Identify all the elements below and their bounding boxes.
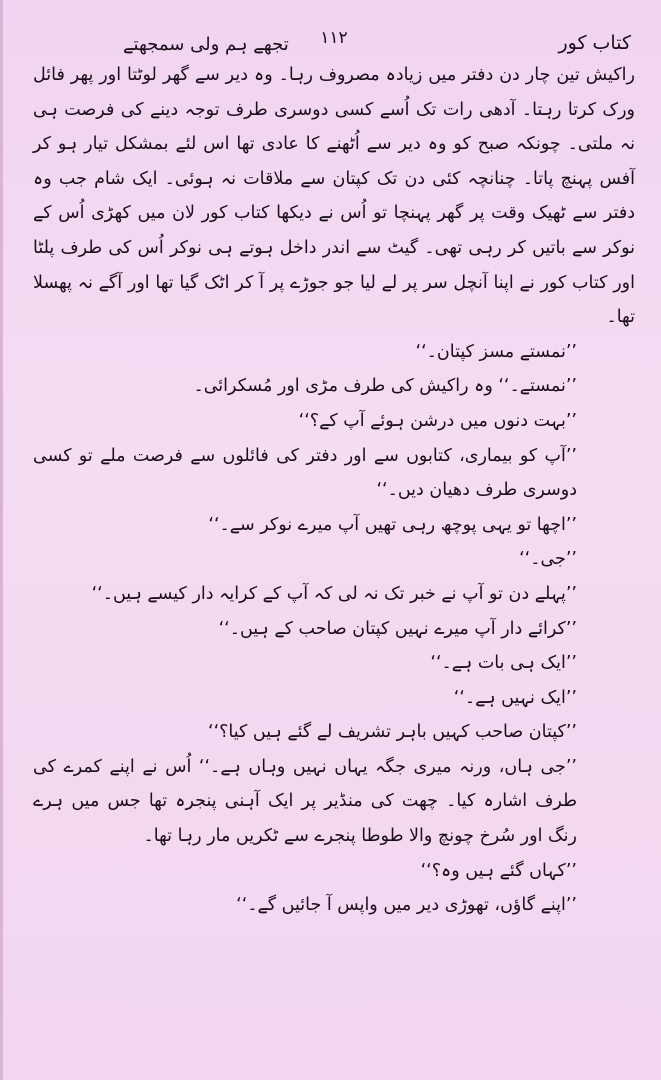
dialogue-line: ’’اچھا تو یہی پوچھ رہی تھیں آپ میرے نوکر سے۔‘‘ (208, 514, 577, 535)
page-number: ۱۱۲ (320, 28, 348, 48)
dialogue-line: ’’بہت دنوں میں درشن ہوئے آپ کے؟‘‘ (298, 410, 577, 431)
running-title: تجھے ہم ولی سمجھتے (123, 34, 289, 55)
dialogue-line: ’’نمستے۔‘‘ وہ راکیش کی طرف مڑی اور مُسکرائی۔ (193, 376, 577, 397)
book-title: کتاب کور (558, 32, 631, 54)
dialogue-line: ’’نمستے مسز کپتان۔‘‘ (415, 341, 577, 362)
page-header (33, 18, 635, 58)
dialogue-line: ’’کرائے دار آپ میرے نہیں کپتان صاحب کے ہیں۔‘‘ (218, 618, 577, 639)
page-body (33, 58, 635, 923)
dialogue-line: ’’ایک نہیں ہے۔‘‘ (453, 687, 577, 708)
paragraph: راکیش تین چار دن دفتر میں زیادہ مصروف رہا۔ وہ دیر سے گھر لوٹتا اور پھر فائل ورک کرتا رہتا۔ آدھی رات تک اُسے کسی دوسری طرف توجہ دینے کی فرصت ہی نہ ملتی۔ چونکہ صبح کو وہ دیر سے اُٹھنے کا عادی تھا اس لئے بمشکل تیار ہو کر آفس پہنچ پاتا۔ چنانچہ کئی دن تک کپتان سے ملاقات نہ ہوئی۔ ایک شام جب وہ دفتر سے ٹھیک وقت پر گھر پہنچا تو اُس نے دیکھا کتاب کور لان میں کھڑی اُس کے نوکر سے باتیں کر رہی تھی۔ گیٹ سے اندر داخل ہوتے ہی نوکر اُس کی طرف پلٹا اور کتاب کور نے اپنا آنچل سر پر لے لیا جو جوڑے پر آ کر اٹک گیا تھا اور آگے نہ پھسلا تھا۔ (33, 65, 635, 328)
dialogue-line: ’’پہلے دن تو آپ نے خبر تک نہ لی کہ آپ کے کرایہ دار کیسے ہیں۔‘‘ (91, 583, 577, 604)
dialogue-line: ’’آپ کو بیماری، کتابوں سے اور دفتر کی فائلوں سے فرصت ملے تو کسی دوسری طرف دھیان دیں۔‘‘ (33, 445, 577, 501)
dialogue-line: ’’جی۔‘‘ (519, 549, 577, 570)
dialogue-line: ’’ایک ہی بات ہے۔‘‘ (430, 653, 577, 674)
dialogue-line: ’’کہاں گئے ہیں وہ؟‘‘ (420, 860, 577, 881)
dialogue-line: ’’جی ہاں، ورنہ میری جگہ یہاں نہیں وہاں ہے۔‘‘ اُس نے اپنے کمرے کی طرف اشارہ کیا۔ چھت کی منڈیر پر ایک آہنی پنجرہ تھا جس میں ہرے رنگ اور سُرخ چونچ والا طوطا پنجرے سے ٹکریں مار رہا تھا۔ (33, 756, 577, 847)
dialogue-line: ’’اپنے گاؤں، تھوڑی دیر میں واپس آ جائیں گے۔‘‘ (236, 895, 577, 916)
dialogue-line: ’’کپتان صاحب کہیں باہر تشریف لے گئے ہیں کیا؟‘‘ (208, 722, 577, 743)
